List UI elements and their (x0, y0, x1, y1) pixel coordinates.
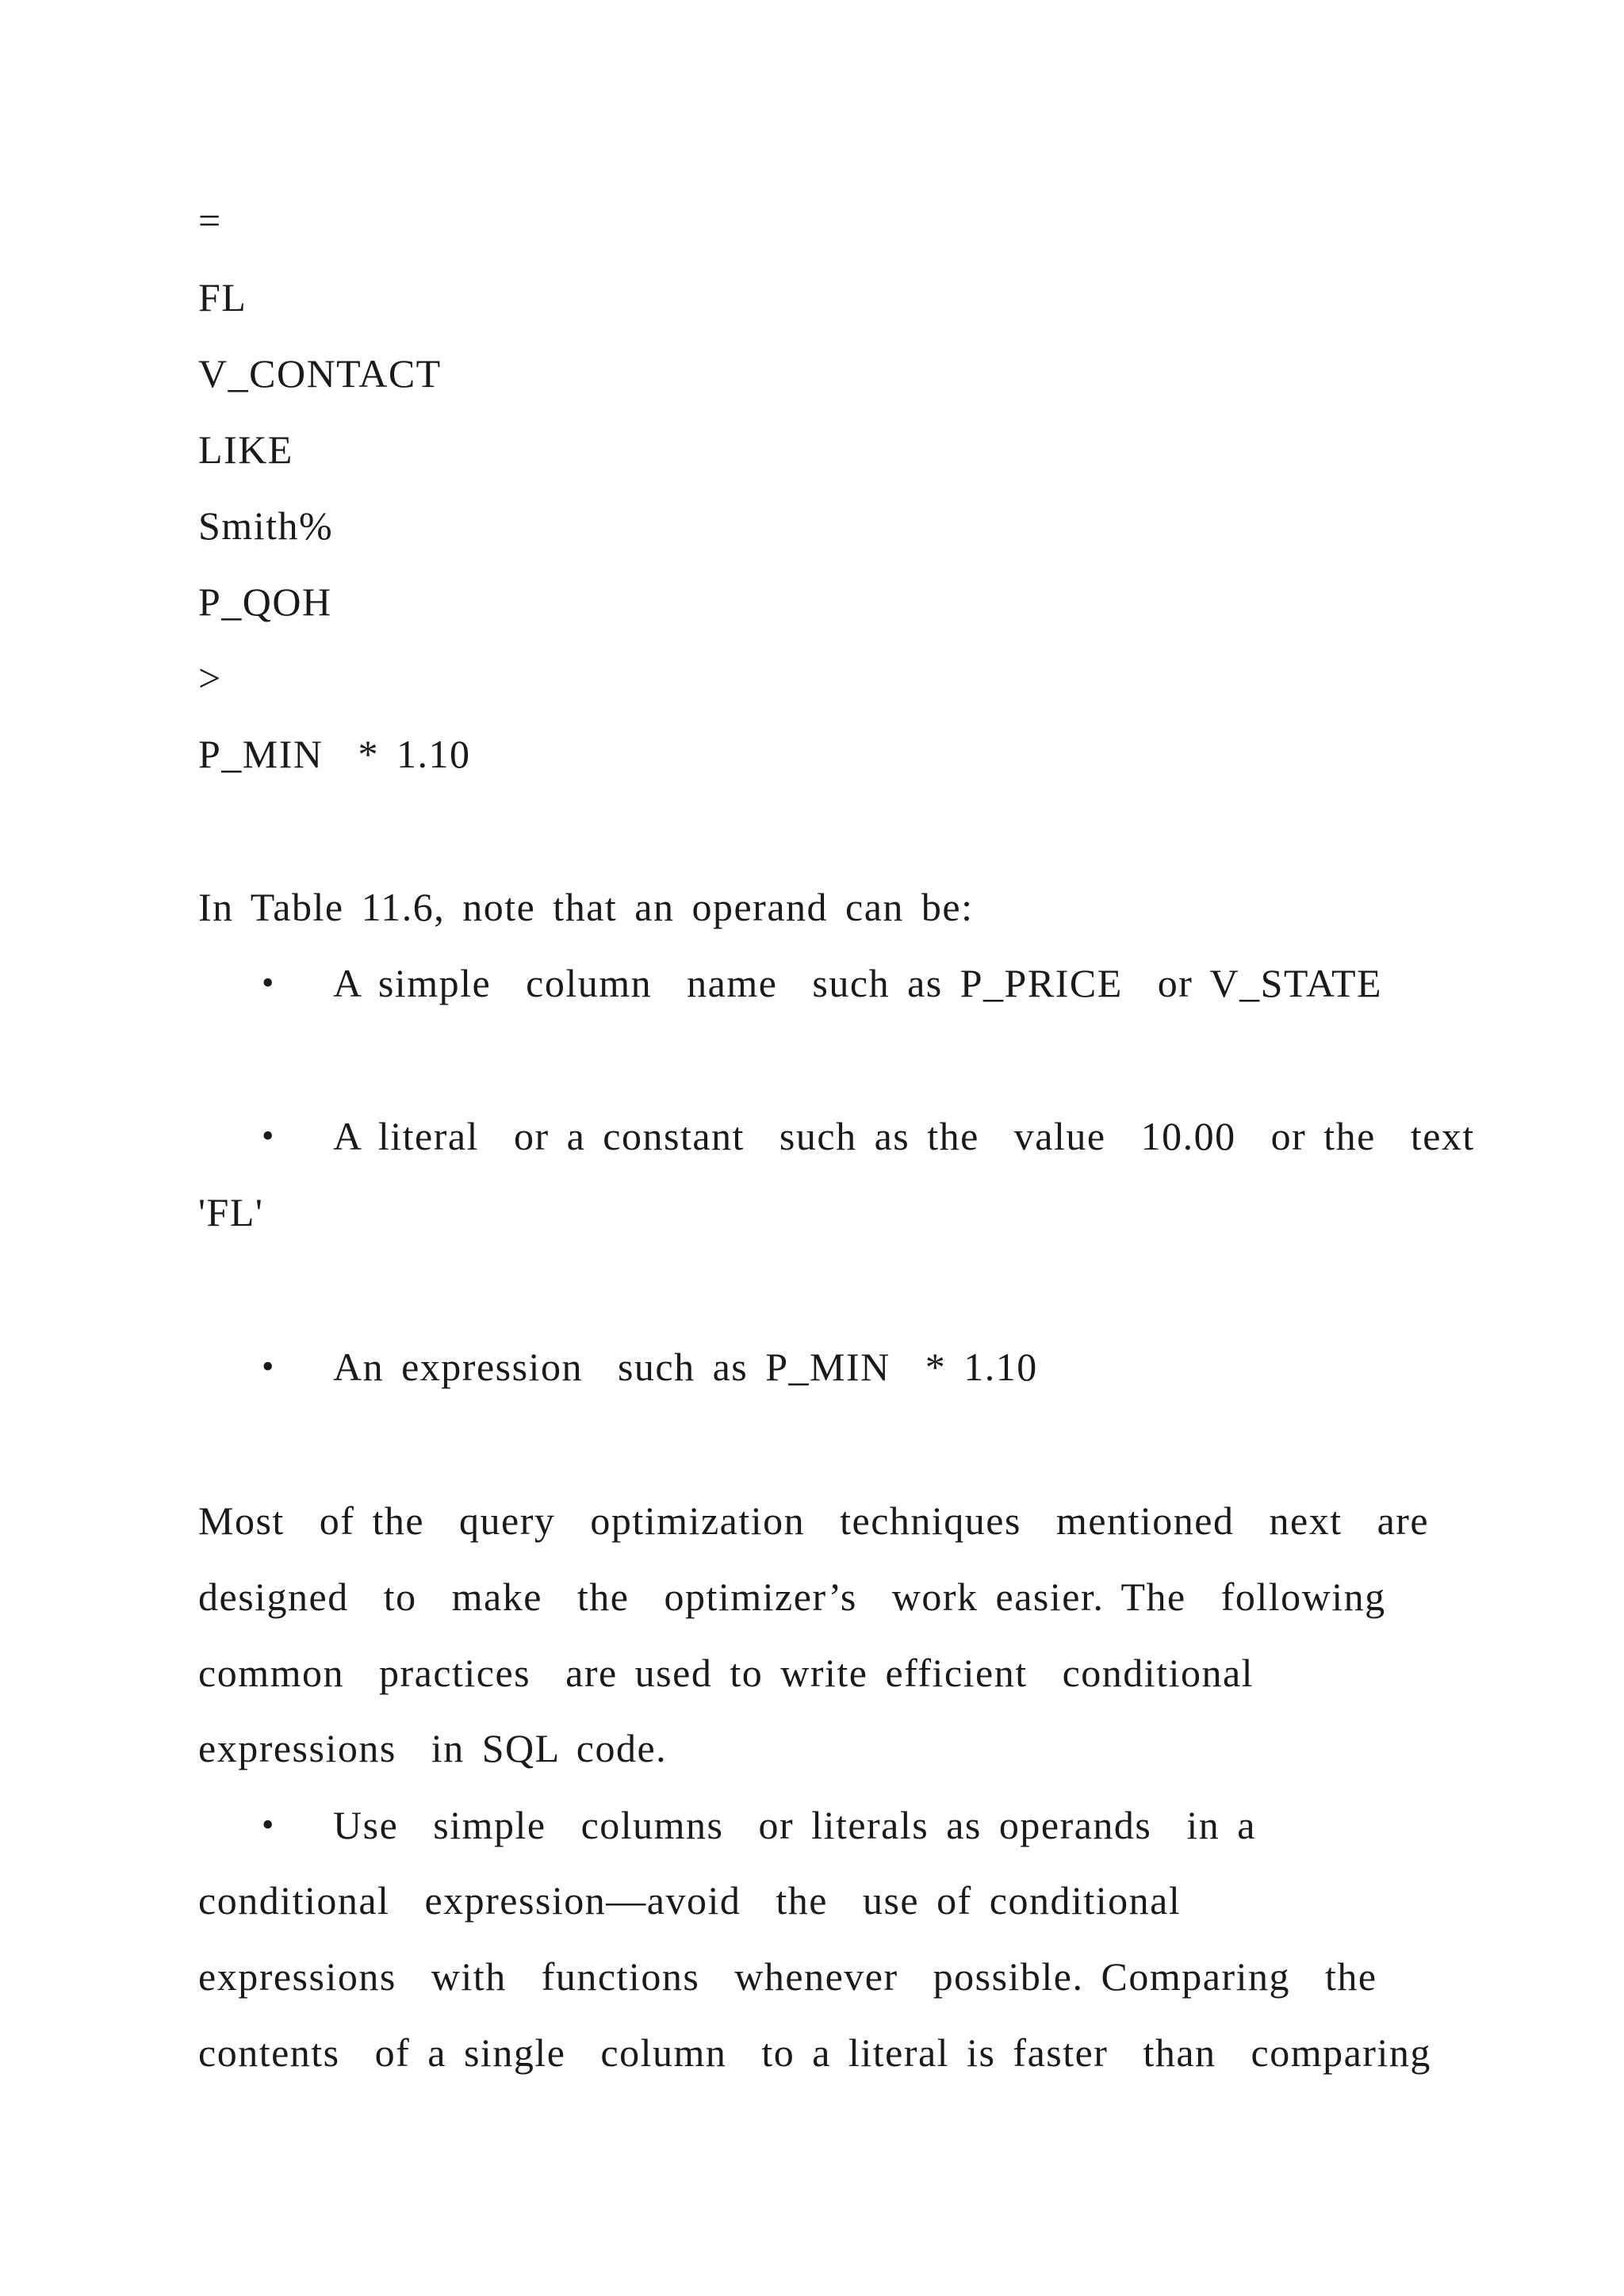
operand-line: = (198, 198, 222, 243)
operand-line: LIKE (198, 427, 293, 472)
intro-sentence: In Table 11.6, note that an operand can be: (198, 885, 974, 929)
practice-bullet-text: Use simple columns or literals as operands in a (333, 1803, 1256, 1847)
operand-bullet-text: A literal or a constant such as the value 10.00 or the text (333, 1114, 1475, 1158)
operand-bullet-text: An expression such as P_MIN * 1.10 (333, 1345, 1038, 1389)
paragraph-line: expressions in SQL code. (198, 1726, 668, 1770)
operand-bullet-text: A simple column name such as P_PRICE or V_STATE (333, 961, 1383, 1005)
operand-line: V_CONTACT (198, 351, 442, 396)
practice-bullet-line: conditional expression—avoid the use of conditional (198, 1878, 1182, 1923)
paragraph-line: common practices are used to write efficient conditional (198, 1651, 1254, 1695)
practice-bullet-line: expressions with functions whenever possible. Comparing the (198, 1954, 1377, 1999)
operand-line: FL (198, 275, 247, 320)
paragraph-line: designed to make the optimizer’s work easier. The following (198, 1575, 1386, 1619)
bullet-icon: • (262, 1347, 274, 1386)
operand-bullet-continuation: 'FL' (198, 1190, 264, 1234)
bullet-icon: • (262, 1116, 274, 1155)
operand-line: > (198, 656, 222, 700)
operand-line: P_QOH (198, 580, 332, 624)
bullet-icon: • (262, 963, 274, 1002)
operand-line: P_MIN * 1.10 (198, 732, 471, 776)
bullet-icon: • (262, 1805, 274, 1844)
practice-bullet-line: contents of a single column to a literal is faster than comparing (198, 2030, 1431, 2075)
operand-line: Smith% (198, 503, 334, 548)
paragraph-line: Most of the query optimization techniques mentioned next are (198, 1498, 1430, 1543)
